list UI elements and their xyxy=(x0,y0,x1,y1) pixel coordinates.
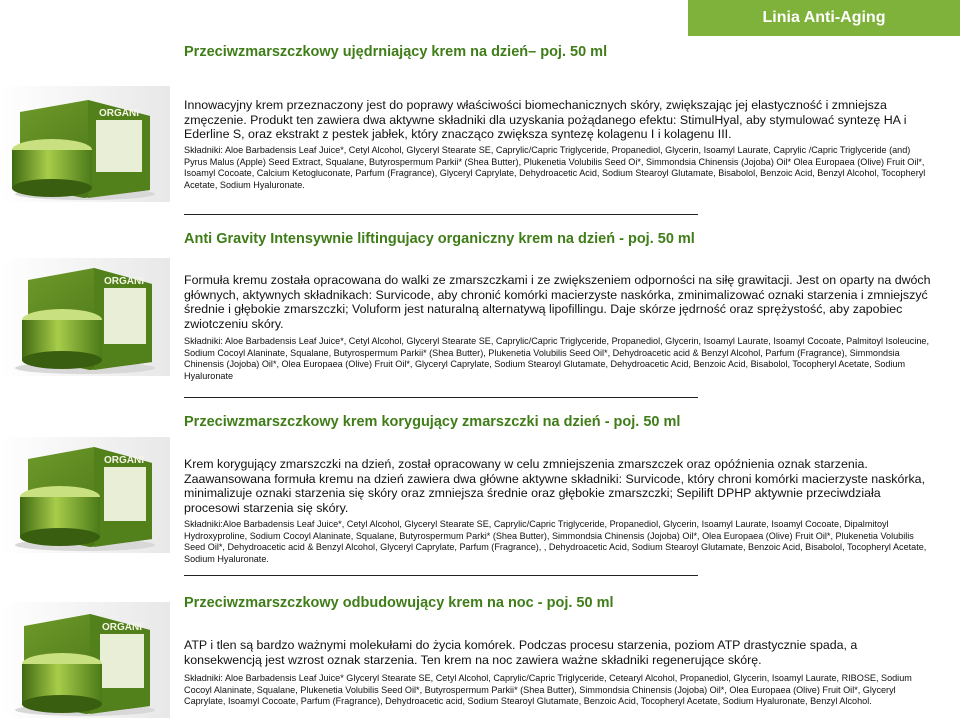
product-title: Przeciwzmarszczkowy odbudowujący krem na noc - poj. 50 ml xyxy=(184,595,614,611)
header-banner xyxy=(688,0,960,36)
product-ingredients: Składniki:Aloe Barbadensis Leaf Juice*, Cetyl Alcohol, Glyceryl Stearate SE, Caprylic/Capric Triglyceride, Propanediol, Glycerin, Isoamyl Laurate, Isoamyl Cocoate, Dipalmitoyl Hydroxyproline, Sodium Cocoyl Alaninate, Squalane, Butyrospermum Parki* (Shea Butter), Simmondsia Chinensis (Jojoba) Oil*, Olea Europaea (Olive) Fruit Oil*, Plukenetia Volubilis Seed Oil*, Dehydroacetic acid & Benzyl Alcohol, Glyceryl Caprylate, Parfum (Fragrance), , Dehydroacetic Acid, Sodium Stearoyl Glutamate, Benzoic Acid, Bisabolol, Tocopheryl Acetate, Sodium Hyaluronate. xyxy=(184,519,927,564)
product-title: Przeciwzmarszczkowy krem korygujący zmarszczki na dzień - poj. 50 ml xyxy=(184,414,681,430)
product-ingredients: Składniki: Aloe Barbadensis Leaf Juice*, Cetyl Alcohol, Glyceryl Stearate SE, Caprylic/Capric Triglyceride, Propanediol, Glycerin, Isoamyl Laurate, Caprylic /Capric Triglyceride (and) Pyrus Malus (Apple) Seed Extract, Squalane, Butyrospermum Parkii* (Shea Butter), Plukenetia Volubilis Seed Oi*, Simmondsia Chinensis (Jojoba) Oil* Olea Europaea (Olive) Fruit Oil*, Isoamyl Cocoate, Calcium Ketogluconate, Parfum (Fragrance), Glyceryl Caprylate, Dehydroacetic Acid, Sodium Stearoyl Glutamate, Bisabolol, Benzoic Acid, Benzyl Alcohol, Tocopheryl Acetate, Sodium Hyaluronate. xyxy=(184,145,926,190)
product-description: Krem korygujący zmarszczki na dzień, został opracowany w celu zmniejszenia zmarszczek oraz opóźnienia oznak starzenia. Zaawansowana formuła kremu na dzień zawiera dwa główne aktywne składniki: Survicode, który chroni komórki macierzyste naskórka, minimalizuje oznaki starzenia się skóry oraz zmniejsza średnie oraz głębokie zmarszczki; Sepilift DPHP aktywnie przeciwdziała procesowi starzenia się skóry. xyxy=(184,457,926,515)
header-label: Linia Anti-Aging xyxy=(762,9,886,26)
product-image xyxy=(0,258,170,376)
product-title: Przeciwzmarszczkowy ujędrniający krem na dzień– poj. 50 ml xyxy=(184,44,608,60)
product-ingredients: Składniki: Aloe Barbadensis Leaf Juice*, Cetyl Alcohol, Glyceryl Stearate SE, Caprylic/Capric Triglyceride, Propanediol, Glycerin, Isoamyl Laurate, Isoamyl Cocoate, Palmitoyl Isoleucine, Sodium Cocoyl Alaninate, Squalane, Butyrospermum Parkii* (Shea Butter), Plukenetia Volubilis Seed Oil*, Dehydroacetic acid & Benzyl Alcohol, Parfum (Fragrance), Simmondsia Chinensis (Jojoba) Oil*, Olea Europaea (Olive) Fruit Oil*, Glyceryl Caprylate, Sodium Stearoyl Glutamate, Dehydroacetic Acid, Benzoic Acid, Bisabolol, Tocopheryl Acetate, Sodium Hyaluronate xyxy=(184,336,930,381)
product-box-label: ORGANI xyxy=(99,108,139,119)
product-image xyxy=(0,86,170,202)
product-image xyxy=(0,437,170,553)
section-divider xyxy=(184,214,698,215)
product-description: Formuła kremu została opracowana do walki ze zmarszczkami i ze zwiększeniem odporności na siłę grawitacji. Jest on oparty na dwóch głównych, aktywnych składnikach: Survicode, aby chronić komórki macierzyste naskórka, zminimalizować oznaki starzenia i zmniejszyć średnie i głębokie zmarszczki; Voluform jest naturalną alternatywą lipofillingu. Daje skórze jędrność oraz sprężystość, aby zapobiec zwiotczeniu skóry. xyxy=(184,273,931,331)
product-box-label: ORGANI xyxy=(102,622,142,633)
section-divider xyxy=(184,575,698,576)
product-description: Innowacyjny krem przeznaczony jest do poprawy właściwości biomechanicznych skóry, zwiększając jej elastyczność i zmniejsza zmęczenie. Produkt ten zawiera dwa aktywne składniki dla uzyskania pożądanego efektu: StimulHyal, aby stymulować syntezę HA i Ederline S, oraz ekstrakt z pestek jabłek, który znacząco zwiększa syntezę kolagenu I i kolagenu III. xyxy=(184,98,907,141)
product-ingredients: Składniki: Aloe Barbadensis Leaf Juice* Glyceryl Stearate SE, Cetyl Alcohol, Caprylic/Capric Triglyceride, Cetearyl Alcohol, Propanediol, Glycerin, Isoamyl Laurate, RIBOSE, Sodium Cocoyl Alaninate, Squalane, Plukenetia Volubilis Seed Oil*, Butyrospermum Parkii* (Shea Butter), Simmondsia Chinensis (Jojoba) Oil*, Olea Europaea (Olive) Fruit Oil*, Glyceryl Caprylate, Isoamyl Cocoate, Parfum (Fragrance), Dehydroacetic acid, Sodium Stearoyl Glutamate, Benzoic Acid, Tocopheryl Acetate, Sodium Hyaluronate, Benzyl Alcohol. xyxy=(184,673,912,706)
product-box-label: ORGANI xyxy=(104,276,144,287)
product-box-label: ORGANI xyxy=(104,455,144,466)
section-divider xyxy=(184,397,698,398)
product-description: ATP i tlen są bardzo ważnymi molekułami do życia komórek. Podczas procesu starzenia, poziom ATP drastycznie spada, a konsekwencją jest wzrost oznak starzenia. Ten krem na noc zawiera ważne składniki regenerujące skórę. xyxy=(184,638,858,667)
product-image xyxy=(0,602,170,718)
product-title: Anti Gravity Intensywnie liftingujacy organiczny krem na dzień - poj. 50 ml xyxy=(184,231,695,247)
